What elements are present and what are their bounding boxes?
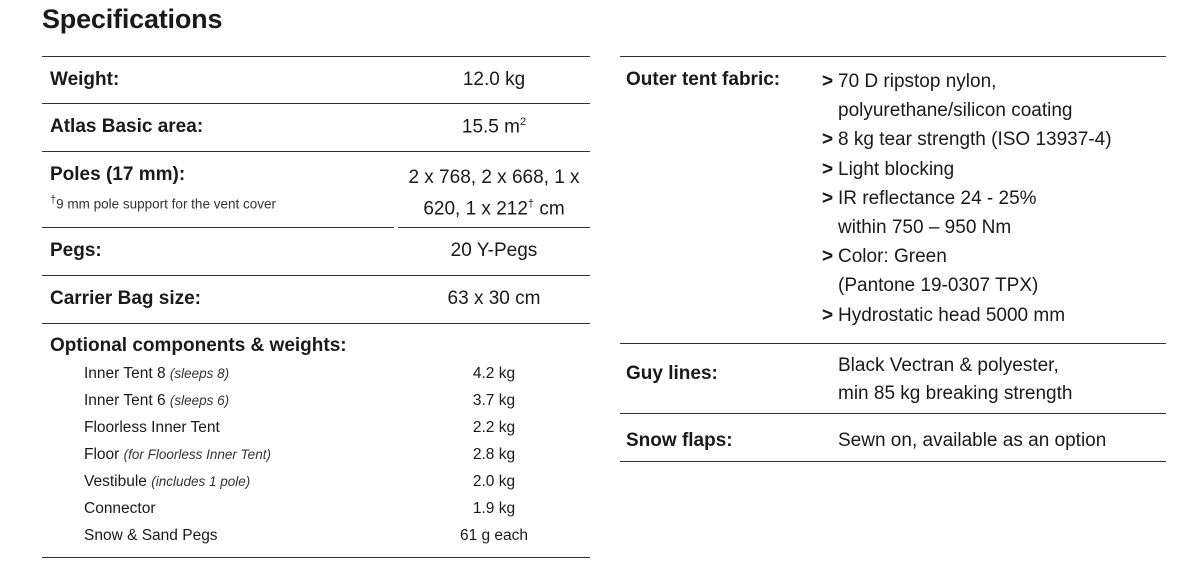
rule [42, 56, 590, 57]
outer-fabric-line [822, 96, 1112, 125]
poles-value-unit: cm [534, 198, 565, 220]
optional-item-note: (includes 1 pole) [151, 474, 251, 489]
optional-item-note: (sleeps 8) [169, 366, 230, 381]
optional-item [84, 446, 271, 464]
outer-fabric-line [822, 155, 1112, 184]
spec-label-weight: Weight: [50, 69, 120, 90]
area-superscript: 2 [519, 116, 527, 128]
optional-heading: Optional components & weights: [50, 335, 347, 356]
optional-item-value: 2.2 kg [472, 419, 516, 436]
outer-fabric-line [822, 242, 1112, 271]
poles-value-line-2 [398, 191, 590, 222]
optional-item [84, 527, 218, 545]
optional-item-name: Floor [84, 446, 120, 463]
optional-item-value: 4.2 kg [472, 365, 516, 382]
rule [620, 461, 1166, 462]
optional-item-value: 3.7 kg [472, 392, 516, 409]
chevron-right-icon: > [822, 71, 834, 92]
spec-label-guy-lines: Guy lines: [626, 363, 718, 384]
spec-label-area: Atlas Basic area: [50, 116, 204, 137]
optional-item-name: Inner Tent 8 [84, 365, 166, 382]
poles-value-line-1: 2 x 768, 2 x 668, 1 x [408, 167, 580, 188]
rule [42, 227, 394, 228]
spec-label-carrier-bag: Carrier Bag size: [50, 288, 202, 309]
rule [398, 227, 590, 228]
rule [42, 557, 590, 558]
chevron-right-icon: > [822, 246, 834, 268]
optional-item-value: 2.0 kg [472, 473, 516, 490]
rule [42, 323, 590, 324]
optional-item [84, 419, 220, 437]
spec-label-outer-fabric: Outer tent fabric: [626, 69, 781, 90]
footnote-text: 9 mm pole support for the vent cover [56, 196, 276, 212]
optional-item-value: 61 g each [459, 527, 529, 544]
outer-fabric-line-text: polyurethane/silicon coating [838, 100, 1073, 122]
spec-value-poles [398, 164, 590, 222]
optional-item-name: Floorless Inner Tent [84, 419, 220, 436]
spec-value-carrier-bag: 63 x 30 cm [447, 288, 541, 309]
optional-item [84, 365, 229, 383]
page-title: Specifications [42, 4, 223, 34]
optional-item [84, 500, 156, 518]
chevron-right-icon: > [822, 158, 834, 180]
guy-lines-line-2: min 85 kg breaking strength [838, 383, 1073, 404]
optional-item-name: Inner Tent 6 [84, 392, 166, 409]
chevron-right-icon: > [822, 304, 834, 326]
outer-fabric-line-text: Light blocking [838, 158, 955, 180]
spec-value-area [398, 116, 590, 138]
outer-fabric-line [822, 301, 1112, 330]
poles-dagger: † [527, 198, 535, 210]
chevron-right-icon: > [822, 187, 834, 209]
outer-fabric-line [822, 184, 1112, 213]
outer-fabric-line-text: 8 kg tear strength (ISO 13937-4) [838, 129, 1112, 151]
optional-item-name: Connector [84, 500, 156, 517]
outer-fabric-line-text: 70 D ripstop nylon, [838, 71, 997, 92]
outer-fabric-line [822, 125, 1112, 154]
snow-flaps-value: Sewn on, available as an option [838, 430, 1107, 451]
outer-fabric-line-text: IR reflectance 24 - 25% [838, 187, 1037, 209]
guy-lines-line-1: Black Vectran & polyester, [838, 355, 1059, 376]
optional-item-value: 1.9 kg [472, 500, 516, 517]
rule [620, 56, 1166, 57]
outer-fabric-line-text: Hydrostatic head 5000 mm [838, 304, 1066, 326]
outer-fabric-line [822, 67, 1112, 96]
optional-item-note: (for Floorless Inner Tent) [123, 447, 271, 462]
rule [42, 103, 590, 104]
poles-value-line-2-start: 620, 1 x 212 [423, 198, 528, 220]
outer-fabric-line-text: (Pantone 19-0307 TPX) [838, 275, 1039, 297]
spec-label-poles: Poles (17 mm): [50, 164, 186, 185]
footnote-mark: † [50, 194, 57, 206]
spec-value-pegs: 20 Y-Pegs [450, 240, 538, 261]
spec-label-snow-flaps: Snow flaps: [626, 430, 733, 451]
outer-fabric-list [822, 67, 1112, 330]
rule [42, 275, 590, 276]
optional-item-name: Vestibule [84, 473, 147, 490]
guy-lines-value [838, 352, 1072, 408]
chevron-right-icon: > [822, 129, 834, 151]
rule [620, 343, 1166, 344]
spec-label-pegs: Pegs: [50, 240, 102, 261]
outer-fabric-line-text: within 750 – 950 Nm [838, 217, 1012, 239]
optional-item-name: Snow & Sand Pegs [84, 527, 218, 544]
rule [42, 151, 590, 152]
optional-item-value: 2.8 kg [472, 446, 516, 463]
outer-fabric-line [822, 271, 1112, 300]
outer-fabric-line [822, 213, 1112, 242]
optional-item-note: (sleeps 6) [169, 393, 230, 408]
outer-fabric-line-text: Color: Green [838, 246, 947, 268]
rule [620, 413, 1166, 414]
area-value-text: 15.5 m [461, 116, 520, 138]
poles-footnote [50, 194, 276, 212]
spec-value-weight: 12.0 kg [462, 69, 526, 90]
optional-item [84, 473, 250, 491]
optional-item [84, 392, 229, 410]
